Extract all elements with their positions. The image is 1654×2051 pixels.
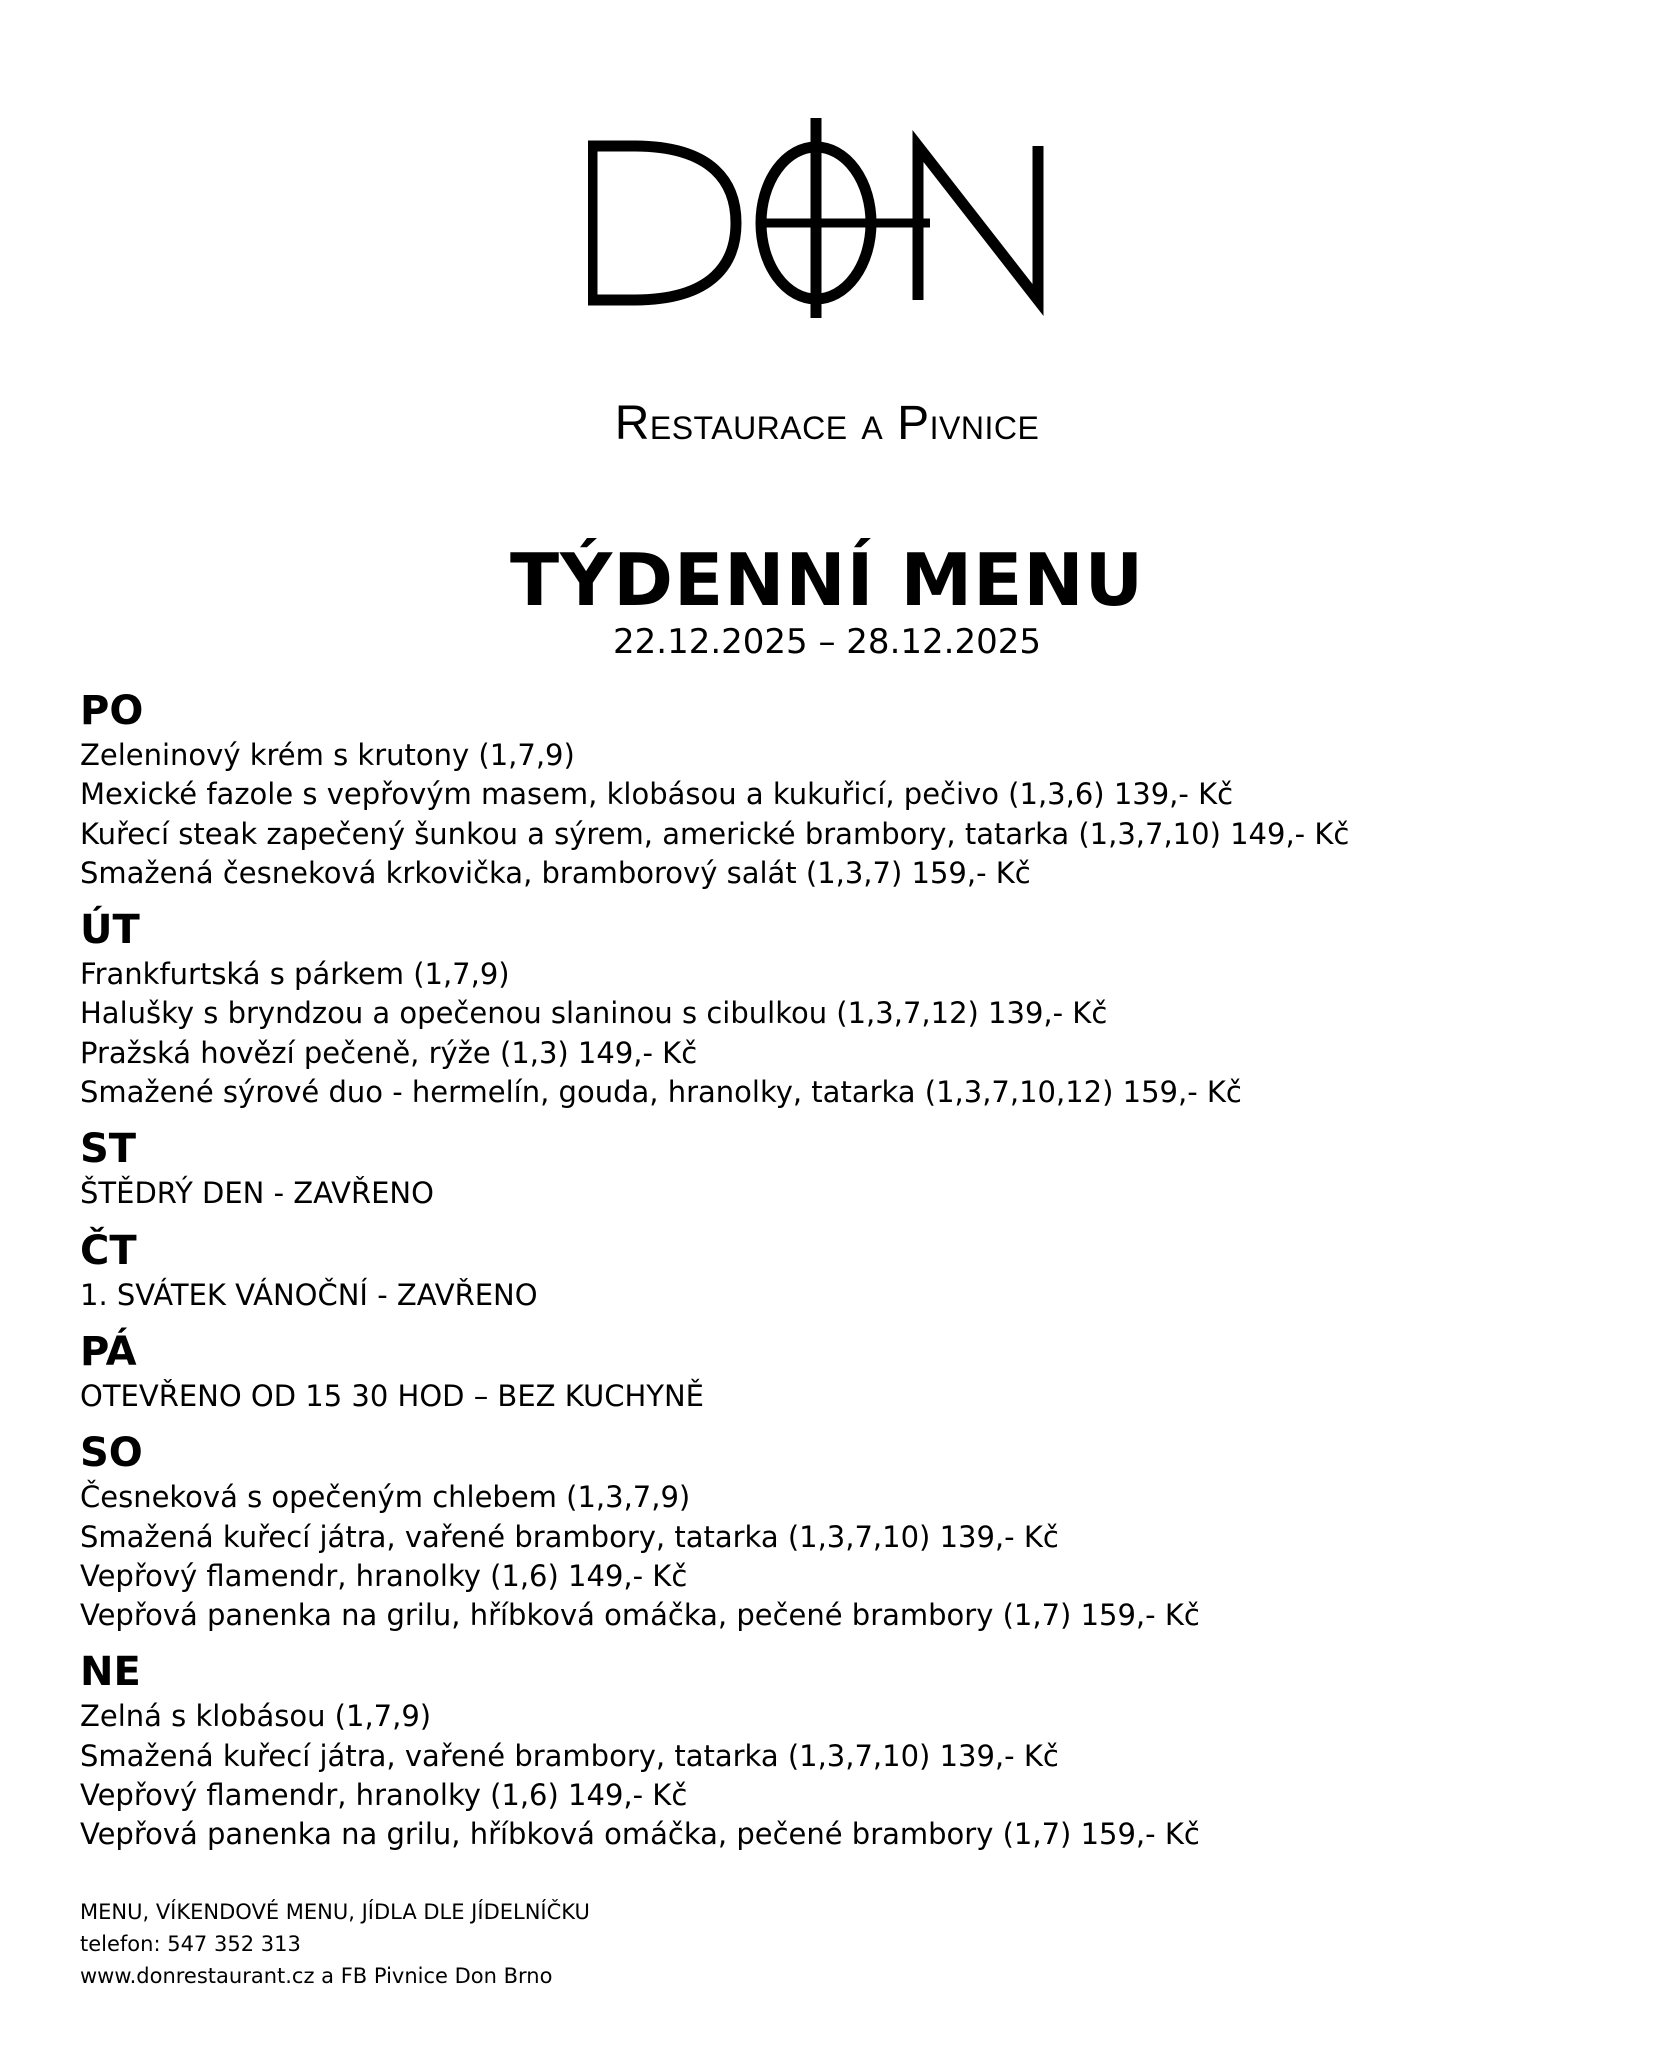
- day-section: [80, 686, 1580, 893]
- logo-letter-d: [592, 146, 736, 300]
- footer: [80, 1896, 1280, 1992]
- day-section: [80, 1647, 1580, 1854]
- menu-item: OTEVŘENO OD 15 30 HOD – BEZ KUCHYNĚ: [80, 1378, 704, 1413]
- menu-item: Vepřový flamendr, hranolky (1,6) 149,- Kč: [80, 1778, 688, 1813]
- day-section: [80, 1428, 1580, 1635]
- menu-item: Frankfurtská s párkem (1,7,9): [80, 957, 510, 992]
- logo-letter-n: [918, 146, 1038, 300]
- menu-item: Halušky s bryndzou a opečenou slaninou s cibulkou (1,3,7,12) 139,- Kč: [80, 996, 1108, 1031]
- footer-phone: telefon: 547 352 313: [80, 1932, 301, 1956]
- day-heading: PO: [80, 688, 144, 734]
- subtitle-rest: ESTAURACE: [649, 410, 848, 446]
- menu-item: Zelná s klobásou (1,7,9): [80, 1699, 432, 1734]
- don-logo: [588, 112, 1050, 324]
- day-heading: ST: [80, 1126, 137, 1173]
- menu-item: Česneková s opečeným chlebem (1,3,7,9): [80, 1480, 691, 1515]
- subtitle-rest: A: [861, 410, 884, 446]
- day-section: [80, 1226, 1580, 1315]
- menu-item: Vepřová panenka na grilu, hříbková omáčka, pečené brambory (1,7) 159,- Kč: [80, 1598, 1200, 1633]
- menu-item: Smažená kuřecí játra, vařené brambory, tatarka (1,3,7,10) 139,- Kč: [80, 1519, 1059, 1554]
- footer-website: www.donrestaurant.cz a FB Pivnice Don Brno: [80, 1964, 553, 1988]
- day-heading: NE: [80, 1649, 141, 1696]
- restaurant-subtitle: [0, 396, 1654, 456]
- menu-item: Vepřový flamendr, hranolky (1,6) 149,- Kč: [80, 1558, 688, 1593]
- menu-item: ŠTĚDRÝ DEN - ZAVŘENO: [80, 1176, 434, 1211]
- day-section: [80, 1327, 1580, 1416]
- menu-item: Mexické fazole s vepřovým masem, klobásou a kukuřicí, pečivo (1,3,6) 139,- Kč: [80, 777, 1234, 812]
- day-heading: SO: [80, 1430, 143, 1477]
- date-range: 22.12.2025 – 28.12.2025: [613, 622, 1041, 662]
- weekly-menu-list: [80, 686, 1580, 1867]
- page-title: TÝDENNÍ MENU: [509, 538, 1145, 622]
- menu-item: Kuřecí steak zapečený šunkou a sýrem, americké brambory, tatarka (1,3,7,10) 149,- Kč: [80, 816, 1350, 851]
- day-section: [80, 905, 1580, 1112]
- subtitle-word: [897, 397, 1039, 450]
- day-section: [80, 1124, 1580, 1213]
- menu-item: Smažené sýrové duo - hermelín, gouda, hranolky, tatarka (1,3,7,10,12) 159,- Kč: [80, 1075, 1242, 1110]
- logo-crosshair-o: [756, 118, 930, 318]
- footer-note: MENU, VÍKENDOVÉ MENU, JÍDLA DLE JÍDELNÍČKU: [80, 1900, 590, 1924]
- menu-item: Vepřová panenka na grilu, hříbková omáčka, pečené brambory (1,7) 159,- Kč: [80, 1817, 1200, 1852]
- menu-item: Smažená kuřecí játra, vařené brambory, tatarka (1,3,7,10) 139,- Kč: [80, 1738, 1059, 1773]
- subtitle-word: [861, 397, 883, 450]
- day-heading: ČT: [80, 1227, 137, 1274]
- day-heading: PÁ: [80, 1328, 137, 1375]
- subtitle-initial: R: [614, 397, 650, 450]
- subtitle-initial: P: [897, 397, 930, 450]
- menu-item: 1. SVÁTEK VÁNOČNÍ - ZAVŘENO: [80, 1277, 538, 1312]
- day-heading: ÚT: [80, 907, 140, 954]
- menu-item: Smažená česneková krkovička, bramborový salát (1,3,7) 159,- Kč: [80, 855, 1031, 890]
- subtitle-rest: IVNICE: [929, 410, 1040, 446]
- menu-item: Zeleninový krém s krutony (1,7,9): [80, 738, 575, 772]
- menu-item: Pražská hovězí pečeně, rýže (1,3) 149,- Kč: [80, 1035, 698, 1070]
- subtitle-word: [615, 397, 848, 450]
